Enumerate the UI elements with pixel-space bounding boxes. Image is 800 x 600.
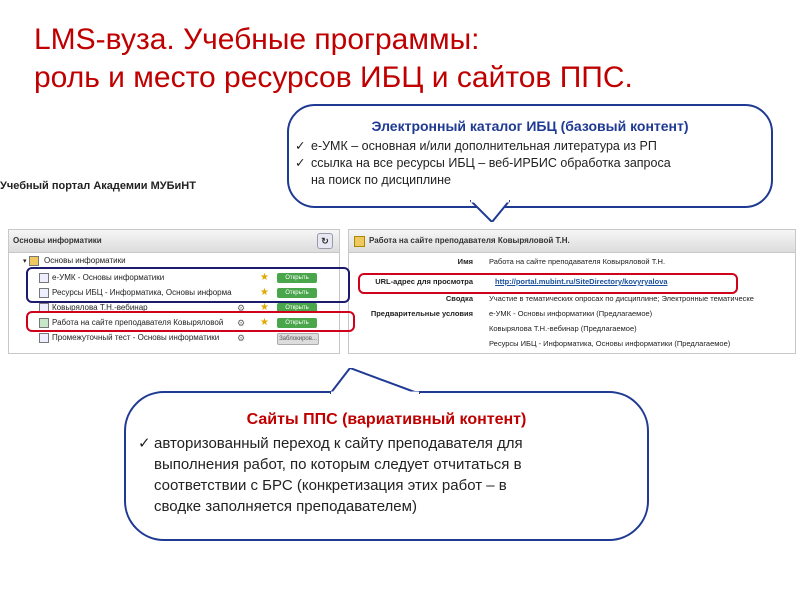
label-name: Имя — [457, 257, 473, 266]
prereq-item: Ковырялова Т.Н.-вебинар (Предлагаемое) — [489, 324, 637, 333]
activity-panel — [348, 229, 796, 354]
portal-title: Учебный портал Академии МУБиНТ — [0, 180, 196, 192]
course-panel — [8, 229, 340, 354]
gear-icon[interactable]: ⚙ — [237, 318, 246, 328]
folder-icon — [29, 256, 39, 266]
prereq-item: е-УМК - Основы информатики (Предлагаемое) — [489, 309, 653, 318]
teacher-sites-line: авторизованный переход к сайту преподавателя для — [154, 435, 523, 452]
tree-root[interactable]: ▾ Основы информатики — [23, 256, 126, 265]
page-icon — [39, 303, 49, 313]
star-icon[interactable]: ★ — [260, 272, 269, 283]
course-item-webinar[interactable]: Ковырялова Т.Н.-вебинар — [39, 301, 148, 315]
star-icon[interactable]: ★ — [260, 317, 269, 328]
open-button[interactable]: Открыть — [277, 303, 317, 313]
label-url: URL-адрес для просмотра — [375, 277, 473, 286]
ibc-catalog-callout — [287, 104, 773, 208]
teacher-sites-line: соответствии с БРС (конкретизация этих работ – в — [154, 477, 507, 494]
callout-tail — [470, 200, 510, 222]
course-panel-header: Основы информатики ↻ — [9, 230, 339, 253]
teacher-sites-line: сводке заполняется преподавателем) — [154, 498, 417, 515]
open-button[interactable]: Открыть — [277, 273, 317, 283]
checkmark-icon: ✓ — [138, 435, 151, 452]
page-icon — [39, 333, 49, 343]
activity-panel-header: Работа на сайте преподавателя Ковыряловой Т.Н. — [349, 230, 795, 253]
value-summary: Участие в тематических опросах по дисциплине; Электронные тематическе — [489, 294, 754, 303]
checkmark-icon: ✓ — [295, 139, 306, 153]
gear-icon[interactable]: ⚙ — [237, 333, 246, 343]
gear-icon[interactable]: ⚙ — [237, 303, 246, 313]
ibc-item-2-continuation: на поиск по дисциплине — [311, 173, 451, 187]
teacher-sites-line: выполнения работ, по которым следует отчитаться в — [154, 456, 522, 473]
value-name: Работа на сайте преподавателя Ковыряловой Т.Н. — [489, 257, 666, 266]
course-item-eumk[interactable]: е-УМК - Основы информатики — [39, 271, 164, 285]
teacher-sites-callout — [124, 391, 649, 541]
open-button[interactable]: Открыть — [277, 288, 317, 298]
ibc-callout-title: Электронный каталог ИБЦ (базовый контент) — [371, 118, 689, 134]
course-item-test[interactable]: Промежуточный тест - Основы информатики — [39, 331, 219, 345]
course-item-ibc-resources[interactable]: Ресурсы ИБЦ - Информатика, Основы информа — [39, 286, 232, 300]
open-button[interactable]: Открыть — [277, 318, 317, 328]
page-icon — [354, 236, 365, 247]
blocked-button[interactable]: Заблокиров... — [277, 333, 319, 345]
refresh-icon[interactable]: ↻ — [317, 233, 333, 249]
page-icon — [39, 288, 49, 298]
checkmark-icon: ✓ — [295, 156, 306, 170]
course-item-teacher-site[interactable]: Работа на сайте преподавателя Ковыряловой — [39, 316, 223, 330]
slide-title-line2: роль и место ресурсов ИБЦ и сайтов ППС. — [34, 61, 633, 94]
page-icon — [39, 273, 49, 283]
chevron-down-icon: ▾ — [23, 258, 27, 265]
prereq-item: Ресурсы ИБЦ - Информатика, Основы информатики (Предлагаемое) — [489, 339, 731, 348]
url-link[interactable]: http://portal.mubint.ru/SiteDirectory/kovyryalova — [495, 277, 668, 286]
slide-title-line1: LMS-вуза. Учебные программы: — [34, 23, 480, 56]
teacher-sites-callout-title: Сайты ППС (вариативный контент) — [246, 411, 527, 428]
label-prereqs: Предварительные условия — [370, 309, 473, 318]
star-icon[interactable]: ★ — [260, 302, 269, 313]
page-icon — [39, 318, 49, 328]
callout-tail — [330, 368, 420, 394]
star-icon[interactable]: ★ — [260, 287, 269, 298]
label-summary: Сводка — [445, 294, 473, 303]
ibc-item-2: ✓ ссылка на все ресурсы ИБЦ – веб-ИРБИС обработка запроса — [295, 156, 671, 170]
ibc-item-1: ✓ е-УМК – основная и/или дополнительная литература из РП — [295, 139, 657, 153]
